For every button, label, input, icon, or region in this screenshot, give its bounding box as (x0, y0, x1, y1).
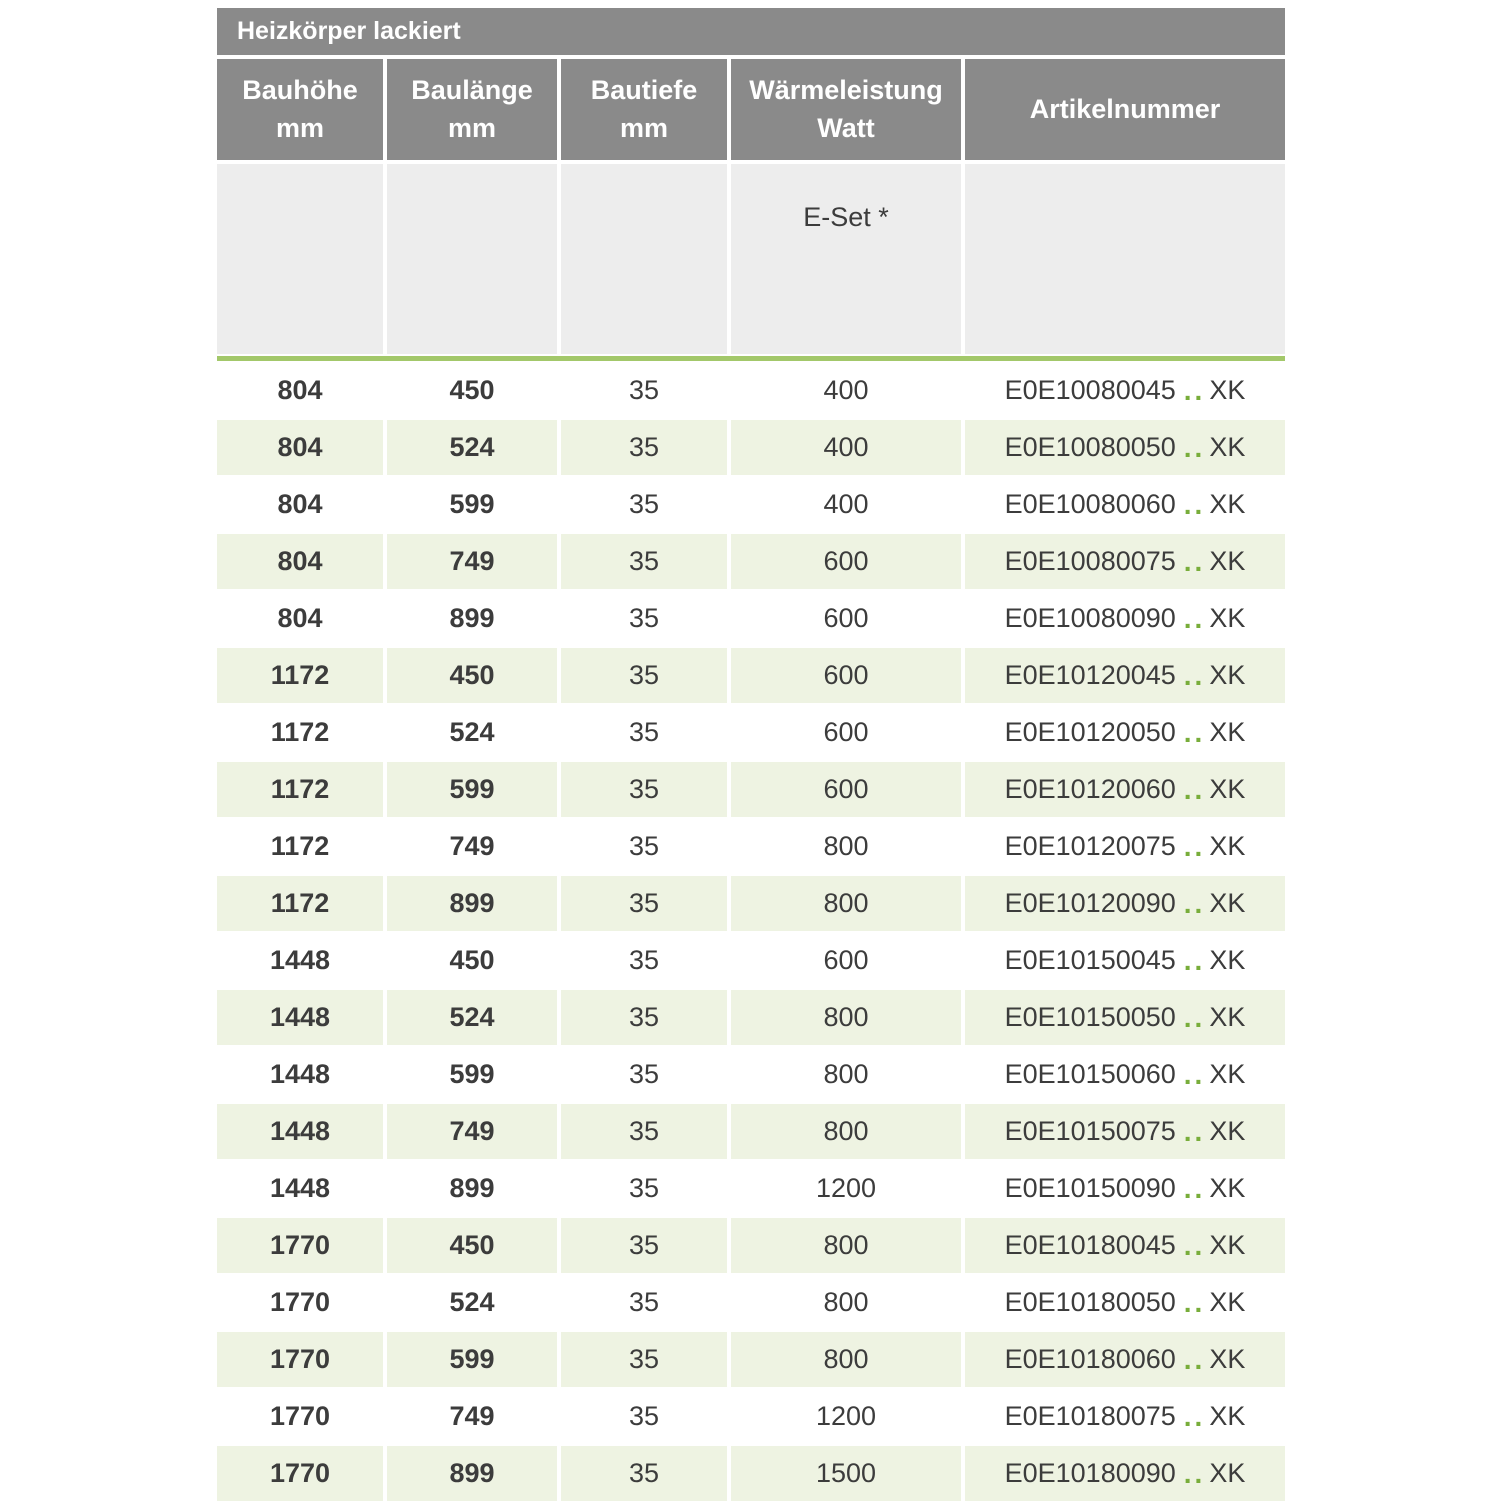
cell-baulaenge: 899 (449, 1173, 495, 1203)
artikelnummer-dots: .. (1183, 1229, 1206, 1261)
cell-watt: 800 (731, 1218, 961, 1273)
cell-baulaenge: 599 (449, 489, 495, 519)
cell-baulaenge: 450 (387, 1218, 557, 1273)
cell-artikelnummer (965, 1218, 1285, 1273)
cell-watt: 800 (731, 990, 961, 1045)
artikelnummer-suffix: XK (1209, 1116, 1246, 1146)
cell-artikelnummer (965, 591, 1285, 646)
artikelnummer-suffix: XK (1209, 1344, 1246, 1374)
artikelnummer-dots: .. (1183, 1457, 1206, 1489)
cell-bauhoehe: 1448 (269, 945, 331, 975)
table-subheader-row (217, 164, 1285, 354)
cell-watt: 600 (823, 717, 869, 747)
cell-artikelnummer (965, 876, 1285, 931)
cell-bauhoehe: 804 (217, 534, 383, 589)
column-header-label: Artikelnummer (1029, 93, 1221, 124)
cell-bauhoehe: 1770 (217, 1332, 383, 1387)
cell-bauhoehe: 1172 (217, 876, 383, 931)
cell-artikelnummer (965, 534, 1285, 589)
artikelnummer-suffix: XK (1209, 546, 1246, 576)
subheader-cell-artikelnummer (965, 164, 1285, 354)
column-header-waermeleistung (731, 59, 961, 160)
cell-watt: 400 (823, 375, 869, 405)
eset-label: E-Set * (803, 202, 889, 232)
table-row (217, 1275, 1285, 1330)
cell-watt: 600 (731, 648, 961, 703)
table-body (217, 363, 1285, 1501)
cell-baulaenge: 524 (387, 420, 557, 475)
cell-watt: 800 (823, 831, 869, 861)
cell-bautiefe: 35 (561, 990, 727, 1045)
artikelnummer-dots: .. (1183, 659, 1206, 691)
artikelnummer-prefix: E0E10180050 (1004, 1287, 1176, 1317)
artikelnummer-dots: .. (1183, 602, 1206, 634)
cell-baulaenge: 749 (387, 1104, 557, 1159)
cell-bautiefe: 35 (628, 1287, 660, 1317)
cell-bauhoehe: 1448 (269, 1059, 331, 1089)
green-divider (217, 356, 1285, 361)
table-row (217, 1446, 1285, 1501)
artikelnummer-prefix: E0E10080075 (1004, 546, 1176, 576)
cell-bautiefe: 35 (561, 648, 727, 703)
artikelnummer-prefix: E0E10080090 (1004, 603, 1176, 633)
cell-baulaenge: 450 (449, 945, 495, 975)
cell-bautiefe: 35 (628, 1173, 660, 1203)
artikelnummer-prefix: E0E10180075 (1004, 1401, 1176, 1431)
table-title: Heizkörper lackiert (217, 8, 1285, 55)
cell-baulaenge: 450 (387, 648, 557, 703)
artikelnummer-prefix: E0E10150050 (1004, 1002, 1176, 1032)
artikelnummer-dots: .. (1183, 1115, 1206, 1147)
cell-watt: 800 (731, 876, 961, 931)
artikelnummer-suffix: XK (1209, 603, 1246, 633)
cell-baulaenge: 899 (387, 876, 557, 931)
artikelnummer-dots: .. (1183, 716, 1206, 748)
cell-artikelnummer (965, 705, 1285, 760)
cell-bautiefe: 35 (628, 945, 660, 975)
cell-baulaenge: 599 (387, 1332, 557, 1387)
artikelnummer-dots: .. (1183, 1058, 1206, 1090)
table-row (217, 1047, 1285, 1102)
cell-artikelnummer (965, 1332, 1285, 1387)
table-row (217, 1218, 1285, 1273)
cell-bauhoehe: 1770 (269, 1401, 331, 1431)
cell-bautiefe: 35 (561, 1446, 727, 1501)
cell-watt: 800 (823, 1287, 869, 1317)
artikelnummer-prefix: E0E10120090 (1004, 888, 1176, 918)
artikelnummer-dots: .. (1183, 944, 1206, 976)
artikelnummer-prefix: E0E10120060 (1004, 774, 1176, 804)
column-header-unit: mm (619, 112, 668, 143)
artikelnummer-prefix: E0E10120050 (1004, 717, 1176, 747)
cell-bautiefe: 35 (628, 1401, 660, 1431)
artikelnummer-prefix: E0E10080060 (1004, 489, 1176, 519)
artikelnummer-suffix: XK (1209, 717, 1246, 747)
column-header-baulaenge (387, 59, 557, 160)
cell-baulaenge: 899 (449, 603, 495, 633)
column-header-bauhoehe (217, 59, 383, 160)
artikelnummer-prefix: E0E10150075 (1004, 1116, 1176, 1146)
cell-watt: 1200 (815, 1173, 877, 1203)
cell-bauhoehe: 1770 (269, 1287, 331, 1317)
cell-artikelnummer (965, 762, 1285, 817)
cell-bauhoehe: 1448 (217, 990, 383, 1045)
artikelnummer-suffix: XK (1209, 1059, 1246, 1089)
cell-artikelnummer (965, 1047, 1285, 1102)
table-row (217, 762, 1285, 817)
artikelnummer-dots: .. (1183, 887, 1206, 919)
table-row (217, 876, 1285, 931)
table-row (217, 591, 1285, 646)
cell-bautiefe: 35 (561, 1104, 727, 1159)
cell-watt: 600 (823, 945, 869, 975)
artikelnummer-dots: .. (1183, 1343, 1206, 1375)
cell-bauhoehe: 1172 (270, 717, 330, 747)
table-row (217, 420, 1285, 475)
cell-bauhoehe: 804 (277, 375, 323, 405)
product-spec-table (217, 8, 1285, 1503)
cell-watt: 1500 (731, 1446, 961, 1501)
cell-baulaenge: 599 (449, 1059, 495, 1089)
table-row (217, 933, 1285, 988)
artikelnummer-suffix: XK (1209, 1230, 1246, 1260)
cell-baulaenge: 749 (449, 831, 495, 861)
cell-bauhoehe: 1172 (217, 762, 383, 817)
column-header-label: Bautiefe (590, 74, 698, 105)
cell-baulaenge: 599 (387, 762, 557, 817)
cell-watt: 400 (823, 489, 869, 519)
cell-bautiefe: 35 (561, 762, 727, 817)
cell-bauhoehe: 1172 (270, 831, 330, 861)
cell-artikelnummer (965, 477, 1285, 532)
cell-artikelnummer (965, 1389, 1285, 1444)
column-header-unit: mm (447, 112, 496, 143)
table-row (217, 1389, 1285, 1444)
artikelnummer-suffix: XK (1209, 1002, 1246, 1032)
cell-artikelnummer (965, 648, 1285, 703)
cell-baulaenge: 749 (387, 534, 557, 589)
cell-bauhoehe: 804 (277, 489, 323, 519)
artikelnummer-suffix: XK (1209, 1287, 1246, 1317)
cell-baulaenge: 524 (449, 717, 495, 747)
artikelnummer-suffix: XK (1209, 432, 1246, 462)
table-row (217, 648, 1285, 703)
cell-watt: 600 (731, 762, 961, 817)
cell-watt: 600 (823, 603, 869, 633)
cell-baulaenge: 524 (449, 1287, 495, 1317)
artikelnummer-dots: .. (1183, 773, 1206, 805)
cell-baulaenge: 450 (449, 375, 495, 405)
artikelnummer-suffix: XK (1209, 831, 1246, 861)
cell-watt: 800 (823, 1059, 869, 1089)
artikelnummer-prefix: E0E10120075 (1004, 831, 1176, 861)
cell-watt: 400 (731, 420, 961, 475)
artikelnummer-dots: .. (1183, 1001, 1206, 1033)
cell-watt: 1200 (815, 1401, 877, 1431)
cell-artikelnummer (965, 1161, 1285, 1216)
column-header-label: Wärmeleistung (749, 74, 943, 105)
subheader-cell-baulaenge (387, 164, 557, 354)
artikelnummer-suffix: XK (1209, 888, 1246, 918)
cell-artikelnummer (965, 1446, 1285, 1501)
artikelnummer-suffix: XK (1209, 774, 1246, 804)
cell-artikelnummer (965, 1275, 1285, 1330)
cell-bauhoehe: 1448 (269, 1173, 331, 1203)
cell-watt: 600 (731, 534, 961, 589)
artikelnummer-dots: .. (1183, 488, 1206, 520)
table-row (217, 1332, 1285, 1387)
cell-watt: 800 (731, 1332, 961, 1387)
cell-bautiefe: 35 (628, 717, 660, 747)
cell-bautiefe: 35 (628, 489, 660, 519)
artikelnummer-prefix: E0E10120045 (1004, 660, 1176, 690)
table-row (217, 1104, 1285, 1159)
table-row (217, 477, 1285, 532)
artikelnummer-prefix: E0E10150060 (1004, 1059, 1176, 1089)
artikelnummer-suffix: XK (1209, 1401, 1246, 1431)
artikelnummer-suffix: XK (1209, 375, 1246, 405)
artikelnummer-prefix: E0E10150090 (1004, 1173, 1176, 1203)
cell-bautiefe: 35 (628, 603, 660, 633)
cell-bautiefe: 35 (561, 534, 727, 589)
artikelnummer-dots: .. (1183, 1400, 1206, 1432)
artikelnummer-prefix: E0E10150045 (1004, 945, 1176, 975)
artikelnummer-dots: .. (1183, 830, 1206, 862)
artikelnummer-prefix: E0E10080045 (1004, 375, 1176, 405)
cell-bautiefe: 35 (561, 420, 727, 475)
artikelnummer-suffix: XK (1209, 660, 1246, 690)
subheader-cell-bauhoehe (217, 164, 383, 354)
cell-bautiefe: 35 (561, 1218, 727, 1273)
artikelnummer-suffix: XK (1209, 945, 1246, 975)
cell-baulaenge: 899 (387, 1446, 557, 1501)
subheader-cell-bautiefe (561, 164, 727, 354)
cell-bauhoehe: 1448 (217, 1104, 383, 1159)
cell-bautiefe: 35 (628, 1059, 660, 1089)
artikelnummer-suffix: XK (1209, 1458, 1246, 1488)
table-row (217, 1161, 1285, 1216)
column-header-label: Bauhöhe (242, 74, 358, 105)
cell-bauhoehe: 804 (217, 420, 383, 475)
table-row (217, 534, 1285, 589)
artikelnummer-suffix: XK (1209, 489, 1246, 519)
cell-baulaenge: 524 (387, 990, 557, 1045)
cell-artikelnummer (965, 819, 1285, 874)
column-header-unit: mm (275, 112, 324, 143)
artikelnummer-prefix: E0E10180060 (1004, 1344, 1176, 1374)
cell-baulaenge: 749 (449, 1401, 495, 1431)
cell-bauhoehe: 1770 (217, 1218, 383, 1273)
artikelnummer-dots: .. (1183, 374, 1206, 406)
cell-bautiefe: 35 (561, 1332, 727, 1387)
column-header-bautiefe (561, 59, 727, 160)
column-header-unit: Watt (817, 112, 875, 143)
cell-bauhoehe: 1172 (217, 648, 383, 703)
table-row (217, 363, 1285, 418)
artikelnummer-dots: .. (1183, 431, 1206, 463)
table-row (217, 990, 1285, 1045)
artikelnummer-dots: .. (1183, 1286, 1206, 1318)
artikelnummer-prefix: E0E10180045 (1004, 1230, 1176, 1260)
cell-artikelnummer (965, 1104, 1285, 1159)
artikelnummer-prefix: E0E10180090 (1004, 1458, 1176, 1488)
cell-watt: 800 (731, 1104, 961, 1159)
artikelnummer-suffix: XK (1209, 1173, 1246, 1203)
column-header-label: Baulänge (411, 74, 533, 105)
cell-bautiefe: 35 (561, 876, 727, 931)
artikelnummer-dots: .. (1183, 545, 1206, 577)
cell-artikelnummer (965, 420, 1285, 475)
cell-bautiefe: 35 (628, 831, 660, 861)
table-header-row (217, 59, 1285, 160)
artikelnummer-prefix: E0E10080050 (1004, 432, 1176, 462)
table-row (217, 819, 1285, 874)
column-header-artikelnummer (965, 59, 1285, 160)
cell-bauhoehe: 1770 (217, 1446, 383, 1501)
cell-bautiefe: 35 (628, 375, 660, 405)
cell-artikelnummer (965, 363, 1285, 418)
cell-artikelnummer (965, 990, 1285, 1045)
artikelnummer-dots: .. (1183, 1172, 1206, 1204)
cell-bauhoehe: 804 (277, 603, 323, 633)
cell-artikelnummer (965, 933, 1285, 988)
table-row (217, 705, 1285, 760)
subheader-cell-eset (731, 164, 961, 354)
